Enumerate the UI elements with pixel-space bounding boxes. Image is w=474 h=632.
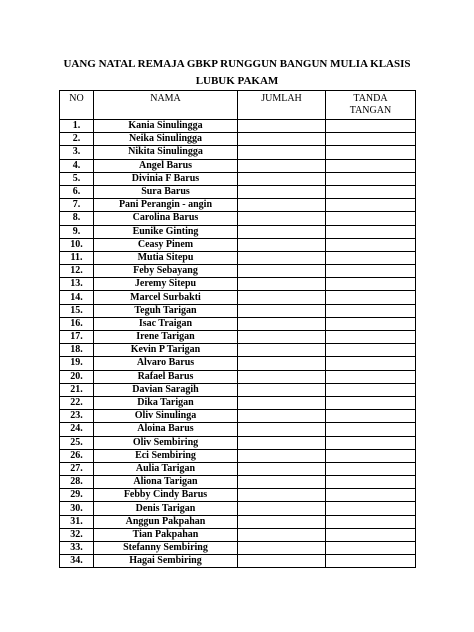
row-amount-cell[interactable] — [238, 515, 326, 528]
row-name-cell: Alvaro Barus — [94, 357, 238, 370]
row-number-cell: 31. — [60, 515, 94, 528]
row-name-cell: Carolina Barus — [94, 212, 238, 225]
table-row — [60, 542, 416, 555]
row-number-cell: 26. — [60, 449, 94, 462]
row-number-cell: 28. — [60, 476, 94, 489]
row-number-cell: 32. — [60, 528, 94, 541]
row-name-cell: Pani Perangin - angin — [94, 199, 238, 212]
row-signature-cell[interactable] — [326, 436, 416, 449]
row-signature-cell[interactable] — [326, 502, 416, 515]
row-amount-cell[interactable] — [238, 304, 326, 317]
row-name-cell: Denis Tarigan — [94, 502, 238, 515]
row-signature-cell[interactable] — [326, 212, 416, 225]
row-signature-cell[interactable] — [326, 199, 416, 212]
row-signature-cell[interactable] — [326, 476, 416, 489]
row-amount-cell[interactable] — [238, 172, 326, 185]
row-name-cell: Kevin P Tarigan — [94, 344, 238, 357]
row-amount-cell[interactable] — [238, 159, 326, 172]
header-tanda-tangan — [326, 91, 416, 120]
row-signature-cell[interactable] — [326, 159, 416, 172]
row-name-cell: Tian Pakpahan — [94, 528, 238, 541]
table-row — [60, 555, 416, 568]
row-number-cell: 8. — [60, 212, 94, 225]
row-number-cell: 6. — [60, 185, 94, 198]
row-name-cell: Aloina Barus — [94, 423, 238, 436]
table-row — [60, 304, 416, 317]
row-signature-cell[interactable] — [326, 370, 416, 383]
row-amount-cell[interactable] — [238, 344, 326, 357]
row-name-cell: Kania Sinulingga — [94, 120, 238, 133]
row-name-cell: Ceasy Pinem — [94, 238, 238, 251]
row-number-cell: 34. — [60, 555, 94, 568]
row-number-cell: 20. — [60, 370, 94, 383]
row-name-cell: Aliona Tarigan — [94, 476, 238, 489]
row-amount-cell[interactable] — [238, 185, 326, 198]
row-name-cell: Marcel Surbakti — [94, 291, 238, 304]
row-name-cell: Sura Barus — [94, 185, 238, 198]
row-signature-cell[interactable] — [326, 528, 416, 541]
row-name-cell: Aulia Tarigan — [94, 462, 238, 475]
row-signature-cell[interactable] — [326, 344, 416, 357]
row-amount-cell[interactable] — [238, 489, 326, 502]
table-row — [60, 489, 416, 502]
table-row — [60, 238, 416, 251]
row-number-cell: 5. — [60, 172, 94, 185]
row-number-cell: 9. — [60, 225, 94, 238]
row-signature-cell[interactable] — [326, 542, 416, 555]
table-row — [60, 357, 416, 370]
row-name-cell: Divinia F Barus — [94, 172, 238, 185]
table-row — [60, 225, 416, 238]
row-amount-cell[interactable] — [238, 357, 326, 370]
table-row — [60, 251, 416, 264]
row-number-cell: 30. — [60, 502, 94, 515]
row-signature-cell[interactable] — [326, 120, 416, 133]
table-row — [60, 383, 416, 396]
row-amount-cell[interactable] — [238, 146, 326, 159]
row-signature-cell[interactable] — [326, 291, 416, 304]
row-number-cell: 13. — [60, 278, 94, 291]
table-row — [60, 423, 416, 436]
row-amount-cell[interactable] — [238, 133, 326, 146]
table-row — [60, 212, 416, 225]
row-signature-cell[interactable] — [326, 172, 416, 185]
row-name-cell: Nikita Sinulingga — [94, 146, 238, 159]
row-amount-cell[interactable] — [238, 251, 326, 264]
row-amount-cell[interactable] — [238, 449, 326, 462]
row-name-cell: Eunike Ginting — [94, 225, 238, 238]
row-name-cell: Anggun Pakpahan — [94, 515, 238, 528]
row-signature-cell[interactable] — [326, 449, 416, 462]
header-tanda-line-2: TANGAN — [349, 105, 392, 116]
row-signature-cell[interactable] — [326, 383, 416, 396]
row-amount-cell[interactable] — [238, 212, 326, 225]
header-tanda-line-1: TANDA — [353, 93, 388, 104]
row-name-cell: Angel Barus — [94, 159, 238, 172]
row-number-cell: 14. — [60, 291, 94, 304]
row-number-cell: 1. — [60, 120, 94, 133]
header-nama: NAMA — [94, 91, 238, 120]
row-number-cell: 33. — [60, 542, 94, 555]
row-number-cell: 22. — [60, 396, 94, 409]
table-row — [60, 159, 416, 172]
row-amount-cell[interactable] — [238, 423, 326, 436]
row-name-cell: Dika Tarigan — [94, 396, 238, 409]
row-signature-cell[interactable] — [326, 265, 416, 278]
row-name-cell: Rafael Barus — [94, 370, 238, 383]
table-row — [60, 317, 416, 330]
row-signature-cell[interactable] — [326, 515, 416, 528]
row-amount-cell[interactable] — [238, 396, 326, 409]
table-row — [60, 331, 416, 344]
table-row — [60, 410, 416, 423]
row-number-cell: 10. — [60, 238, 94, 251]
row-amount-cell[interactable] — [238, 542, 326, 555]
row-signature-cell[interactable] — [326, 238, 416, 251]
table-row — [60, 120, 416, 133]
row-number-cell: 18. — [60, 344, 94, 357]
row-number-cell: 11. — [60, 251, 94, 264]
table-row — [60, 449, 416, 462]
document-title-line-1: UANG NATAL REMAJA GBKP RUNGGUN BANGUN MULIA KLASIS — [63, 58, 411, 70]
row-number-cell: 12. — [60, 265, 94, 278]
row-name-cell: Oliv Sembiring — [94, 436, 238, 449]
row-amount-cell[interactable] — [238, 462, 326, 475]
row-name-cell: Hagai Sembiring — [94, 555, 238, 568]
row-number-cell: 7. — [60, 199, 94, 212]
row-amount-cell[interactable] — [238, 383, 326, 396]
table-row — [60, 146, 416, 159]
row-name-cell: Davian Saragih — [94, 383, 238, 396]
row-amount-cell[interactable] — [238, 225, 326, 238]
row-amount-cell[interactable] — [238, 528, 326, 541]
row-signature-cell[interactable] — [326, 317, 416, 330]
row-name-cell: Teguh Tarigan — [94, 304, 238, 317]
row-signature-cell[interactable] — [326, 423, 416, 436]
row-number-cell: 15. — [60, 304, 94, 317]
table-row — [60, 265, 416, 278]
row-amount-cell[interactable] — [238, 370, 326, 383]
row-number-cell: 2. — [60, 133, 94, 146]
row-number-cell: 17. — [60, 331, 94, 344]
row-number-cell: 16. — [60, 317, 94, 330]
document-title-line-2: LUBUK PAKAM — [195, 75, 279, 87]
row-amount-cell[interactable] — [238, 476, 326, 489]
table-row — [60, 199, 416, 212]
table-header — [60, 91, 416, 120]
row-signature-cell[interactable] — [326, 489, 416, 502]
row-amount-cell[interactable] — [238, 120, 326, 133]
row-number-cell: 3. — [60, 146, 94, 159]
row-number-cell: 23. — [60, 410, 94, 423]
table-row — [60, 278, 416, 291]
row-signature-cell[interactable] — [326, 410, 416, 423]
row-amount-cell[interactable] — [238, 502, 326, 515]
row-number-cell: 27. — [60, 462, 94, 475]
row-amount-cell[interactable] — [238, 238, 326, 251]
table-row — [60, 462, 416, 475]
row-signature-cell[interactable] — [326, 555, 416, 568]
row-signature-cell[interactable] — [326, 251, 416, 264]
table-row — [60, 172, 416, 185]
attendance-table — [59, 90, 416, 568]
row-amount-cell[interactable] — [238, 555, 326, 568]
table-row — [60, 370, 416, 383]
row-signature-cell[interactable] — [326, 278, 416, 291]
table-row — [60, 185, 416, 198]
row-amount-cell[interactable] — [238, 265, 326, 278]
table-row — [60, 515, 416, 528]
row-signature-cell[interactable] — [326, 357, 416, 370]
header-jumlah: JUMLAH — [238, 91, 326, 120]
row-number-cell: 19. — [60, 357, 94, 370]
row-name-cell: Irene Tarigan — [94, 331, 238, 344]
row-signature-cell[interactable] — [326, 185, 416, 198]
row-signature-cell[interactable] — [326, 133, 416, 146]
document-title — [40, 56, 434, 90]
row-signature-cell[interactable] — [326, 331, 416, 344]
row-number-cell: 4. — [60, 159, 94, 172]
table-row — [60, 476, 416, 489]
row-amount-cell[interactable] — [238, 199, 326, 212]
row-amount-cell[interactable] — [238, 317, 326, 330]
row-name-cell: Isac Traigan — [94, 317, 238, 330]
row-signature-cell[interactable] — [326, 396, 416, 409]
header-no: NO — [60, 91, 94, 120]
row-amount-cell[interactable] — [238, 278, 326, 291]
row-number-cell: 24. — [60, 423, 94, 436]
table-row — [60, 344, 416, 357]
row-signature-cell[interactable] — [326, 462, 416, 475]
row-number-cell: 25. — [60, 436, 94, 449]
row-number-cell: 29. — [60, 489, 94, 502]
table-row — [60, 133, 416, 146]
row-name-cell: Neika Sinulingga — [94, 133, 238, 146]
row-amount-cell[interactable] — [238, 331, 326, 344]
row-name-cell: Feby Sebayang — [94, 265, 238, 278]
table-row — [60, 396, 416, 409]
row-name-cell: Eci Sembiring — [94, 449, 238, 462]
row-signature-cell[interactable] — [326, 304, 416, 317]
row-signature-cell[interactable] — [326, 225, 416, 238]
table-row — [60, 502, 416, 515]
table-body — [60, 120, 416, 568]
row-signature-cell[interactable] — [326, 146, 416, 159]
row-number-cell: 21. — [60, 383, 94, 396]
row-name-cell: Jeremy Sitepu — [94, 278, 238, 291]
header-row — [60, 91, 416, 120]
row-amount-cell[interactable] — [238, 410, 326, 423]
row-amount-cell[interactable] — [238, 436, 326, 449]
row-name-cell: Mutia Sitepu — [94, 251, 238, 264]
row-name-cell: Febby Cindy Barus — [94, 489, 238, 502]
table-row — [60, 436, 416, 449]
row-name-cell: Oliv Sinulinga — [94, 410, 238, 423]
row-amount-cell[interactable] — [238, 291, 326, 304]
table-row — [60, 528, 416, 541]
table-row — [60, 291, 416, 304]
row-name-cell: Stefanny Sembiring — [94, 542, 238, 555]
